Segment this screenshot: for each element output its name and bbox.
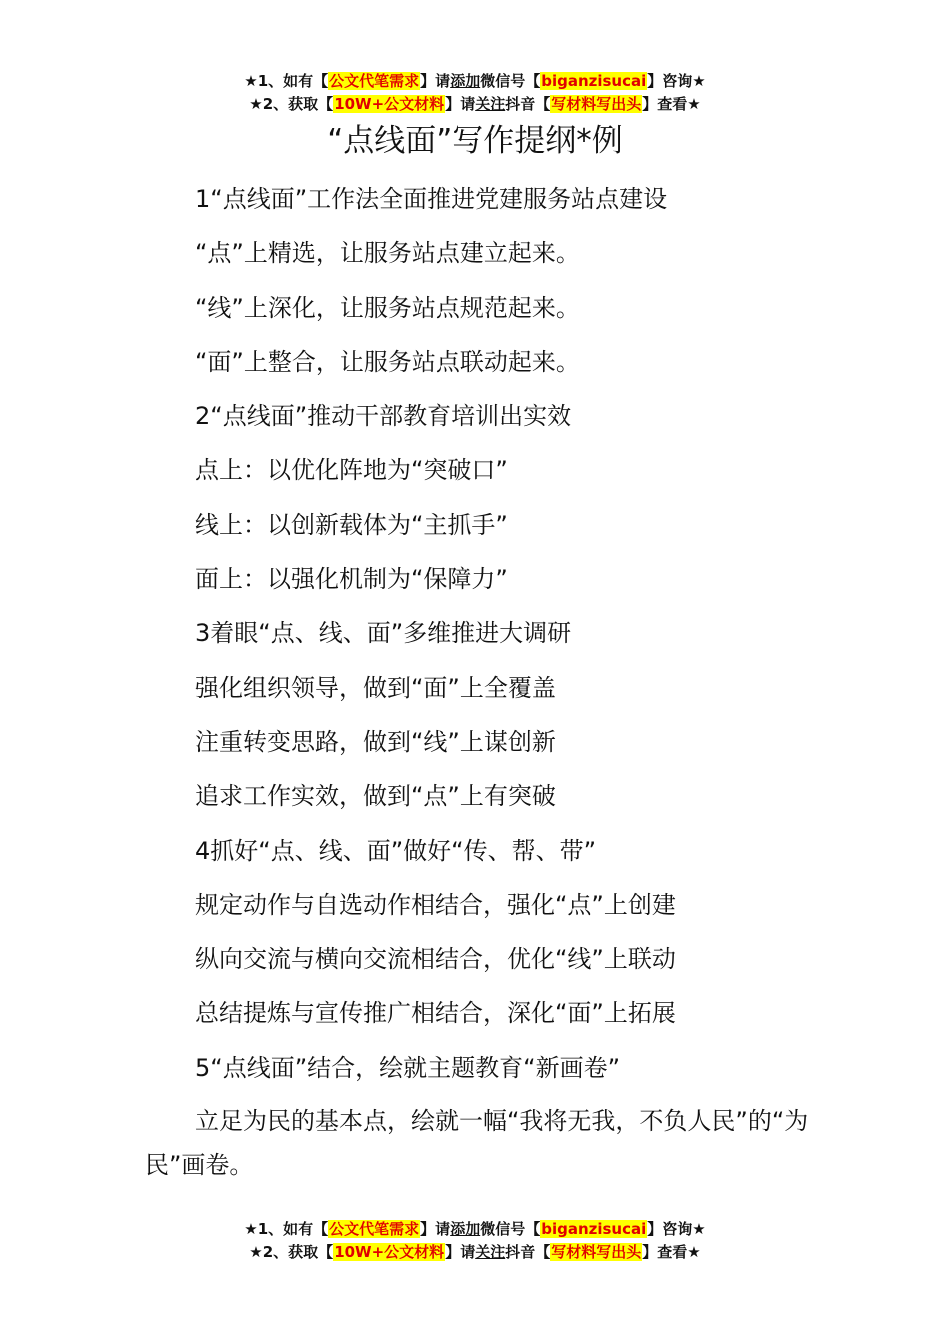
- paragraph: 规定动作与自选动作相结合，强化“点”上创建: [195, 890, 676, 919]
- promo-text: 】请: [420, 72, 451, 90]
- promo-line-1: [0, 1218, 950, 1241]
- paragraph: 总结提炼与宣传推广相结合，深化“面”上拓展: [195, 999, 676, 1028]
- promo-highlight: 10W+公文材料: [334, 95, 445, 113]
- promo-text: 】查看★: [642, 1243, 701, 1261]
- section-heading-2: 2“点线面”推动干部教育培训出实效: [195, 402, 572, 431]
- section-heading-3: 3着眼“点、线、面”多维推进大调研: [195, 619, 572, 648]
- section-heading-5: 5“点线面”结合，绘就主题教育“新画卷”: [195, 1053, 621, 1082]
- promo-underline: 添加: [450, 72, 481, 90]
- promo-text: 】查看★: [642, 95, 701, 113]
- promo-highlight: 写材料写出头: [551, 1243, 642, 1261]
- promo-highlight: biganzisucai: [541, 1220, 647, 1238]
- paragraph: 立足为民的基本点，绘就一幅“我将无我，不负人民”的“为民”画卷。: [145, 1107, 809, 1180]
- promo-text: 抖音【: [505, 1243, 551, 1261]
- paragraph: 点上：以优化阵地为“突破口”: [195, 456, 508, 485]
- promo-text: 】咨询★: [647, 72, 706, 90]
- paragraph: 面上：以强化机制为“保障力”: [195, 565, 508, 594]
- paragraph: 纵向交流与横向交流相结合，优化“线”上联动: [195, 945, 676, 974]
- paragraph: 强化组织领导，做到“面”上全覆盖: [195, 673, 556, 702]
- promo-underline: 添加: [450, 1220, 481, 1238]
- promo-text: 】请: [445, 95, 476, 113]
- paragraph: 追求工作实效，做到“点”上有突破: [195, 782, 556, 811]
- promo-text: ★1、如有【: [244, 72, 329, 90]
- document-title: “点线面”写作提纲*例: [327, 123, 623, 159]
- promo-highlight: 公文代笔需求: [329, 1220, 420, 1238]
- promo-text: 】请: [445, 1243, 476, 1261]
- promo-underline: 关注: [475, 1243, 506, 1261]
- promo-text: ★2、获取【: [249, 95, 334, 113]
- promo-line-2: [0, 1241, 950, 1264]
- promo-line-1: [0, 70, 950, 93]
- promo-line-2: [0, 93, 950, 116]
- promo-highlight: 10W+公文材料: [334, 1243, 445, 1261]
- promo-underline: 关注: [475, 95, 506, 113]
- promo-text: 】请: [420, 1220, 451, 1238]
- paragraph: “点”上精选，让服务站点建立起来。: [195, 239, 580, 268]
- paragraph: 注重转变思路，做到“线”上谋创新: [195, 727, 556, 756]
- promo-highlight: 公文代笔需求: [329, 72, 420, 90]
- promo-text: 微信号【: [480, 1220, 541, 1238]
- promo-highlight: biganzisucai: [541, 72, 647, 90]
- section-heading-1: 1“点线面”工作法全面推进党建服务站点建设: [195, 185, 668, 213]
- promo-text: ★2、获取【: [249, 1243, 334, 1261]
- document-body: [145, 176, 815, 1187]
- promo-text: 】咨询★: [647, 1220, 706, 1238]
- promo-text: ★1、如有【: [244, 1220, 329, 1238]
- section-heading-4: 4抓好“点、线、面”做好“传、帮、带”: [195, 836, 597, 865]
- promo-text: 微信号【: [480, 72, 541, 90]
- promo-text: 抖音【: [505, 95, 551, 113]
- paragraph: “面”上整合，让服务站点联动起来。: [195, 347, 580, 376]
- paragraph: 线上：以创新载体为“主抓手”: [195, 510, 508, 539]
- paragraph: “线”上深化，让服务站点规范起来。: [195, 293, 580, 322]
- bottom-promo-banner: [0, 1218, 950, 1264]
- top-promo-banner: [0, 70, 950, 116]
- promo-highlight: 写材料写出头: [551, 95, 642, 113]
